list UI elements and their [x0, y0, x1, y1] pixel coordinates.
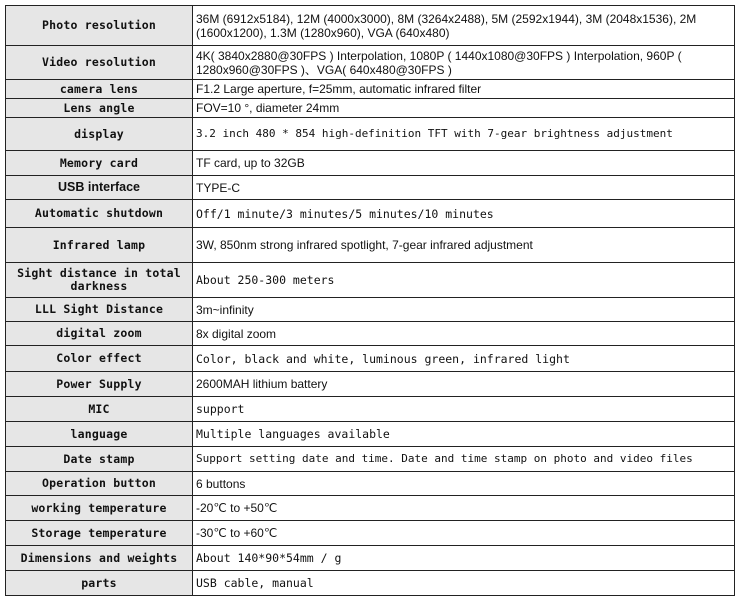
spec-label: parts [6, 571, 193, 596]
spec-row-automatic-shutdown [6, 200, 735, 228]
spec-value: support [193, 397, 735, 422]
spec-value: FOV=10 °, diameter 24mm [193, 99, 735, 118]
spec-row-digital-zoom [6, 322, 735, 346]
spec-value: About 250-300 meters [193, 263, 735, 298]
spec-table [5, 5, 735, 596]
spec-row-display [6, 118, 735, 151]
spec-label: working temperature [6, 496, 193, 521]
spec-row-parts [6, 571, 735, 596]
spec-row-usb-interface [6, 176, 735, 200]
spec-label: Sight distance in total darkness [6, 263, 193, 298]
spec-label: Date stamp [6, 447, 193, 472]
spec-label: MIC [6, 397, 193, 422]
spec-row-infrared-lamp [6, 228, 735, 263]
spec-label: Video resolution [6, 46, 193, 80]
spec-value: 36M (6912x5184), 12M (4000x3000), 8M (3264x2488), 5M (2592x1944), 3M (2048x1536), 2M (1600x1200), 1.3M (1280x960), VGA (640x480) [193, 6, 735, 46]
spec-row-date-stamp [6, 447, 735, 472]
spec-label: Color effect [6, 346, 193, 372]
spec-label: Automatic shutdown [6, 200, 193, 228]
spec-row-lens-angle [6, 99, 735, 118]
spec-row-dimensions-weights [6, 546, 735, 571]
spec-row-language [6, 422, 735, 447]
spec-label: language [6, 422, 193, 447]
spec-label: LLL Sight Distance [6, 298, 193, 322]
spec-label: Operation button [6, 472, 193, 496]
spec-value: 3W, 850nm strong infrared spotlight, 7-gear infrared adjustment [193, 228, 735, 263]
spec-value: Support setting date and time. Date and time stamp on photo and video files [193, 447, 735, 472]
spec-label: Memory card [6, 151, 193, 176]
spec-value: -30℃ to +60℃ [193, 521, 735, 546]
spec-row-operation-button [6, 472, 735, 496]
spec-label: USB interface [6, 176, 193, 200]
spec-row-memory-card [6, 151, 735, 176]
spec-row-video-resolution [6, 46, 735, 80]
spec-value: About 140*90*54mm / g [193, 546, 735, 571]
spec-value: 6 buttons [193, 472, 735, 496]
spec-row-photo-resolution [6, 6, 735, 46]
spec-value: 4K( 3840x2880@30FPS ) Interpolation, 1080P ( 1440x1080@30FPS ) Interpolation, 960P ( 1280x960@30FPS )、VGA( 640x480@30FPS ) [193, 46, 735, 80]
spec-label: display [6, 118, 193, 151]
spec-row-mic [6, 397, 735, 422]
spec-value: 8x digital zoom [193, 322, 735, 346]
spec-value: Off/1 minute/3 minutes/5 minutes/10 minutes [193, 200, 735, 228]
spec-label: digital zoom [6, 322, 193, 346]
spec-label: Dimensions and weights [6, 546, 193, 571]
spec-row-power-supply [6, 372, 735, 397]
spec-label: Power Supply [6, 372, 193, 397]
spec-row-color-effect [6, 346, 735, 372]
spec-value: 2600MAH lithium battery [193, 372, 735, 397]
spec-value: F1.2 Large aperture, f=25mm, automatic infrared filter [193, 80, 735, 99]
spec-row-lll-sight-distance [6, 298, 735, 322]
spec-row-camera-lens [6, 80, 735, 99]
spec-row-storage-temperature [6, 521, 735, 546]
spec-label: camera lens [6, 80, 193, 99]
spec-value: 3m~infinity [193, 298, 735, 322]
spec-value: Color, black and white, luminous green, infrared light [193, 346, 735, 372]
spec-value: USB cable, manual [193, 571, 735, 596]
spec-label: Lens angle [6, 99, 193, 118]
spec-value: TF card, up to 32GB [193, 151, 735, 176]
spec-row-sight-distance-darkness [6, 263, 735, 298]
spec-value: -20℃ to +50℃ [193, 496, 735, 521]
spec-value: Multiple languages available [193, 422, 735, 447]
spec-label: Photo resolution [6, 6, 193, 46]
spec-label: Storage temperature [6, 521, 193, 546]
spec-row-working-temperature [6, 496, 735, 521]
spec-value: TYPE-C [193, 176, 735, 200]
spec-value: 3.2 inch 480 * 854 high-definition TFT with 7-gear brightness adjustment [193, 118, 735, 151]
spec-label: Infrared lamp [6, 228, 193, 263]
